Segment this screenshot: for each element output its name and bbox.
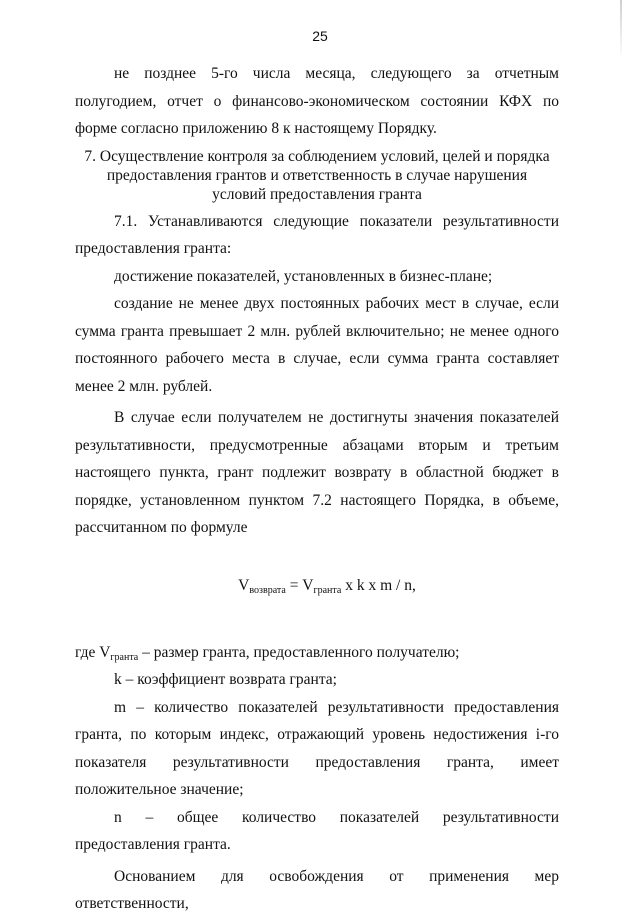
formula-rest: x k x m / n, (341, 576, 416, 594)
definition-v-grant-text: – размер гранта, предоставленного получателю; (138, 643, 460, 661)
definition-v-grant-sub: гранта (110, 651, 139, 663)
paragraph-business-plan: достижение показателей, установленных в бизнес-плане; (114, 267, 493, 285)
paragraph-exemption-grounds: Основанием для освобождения от применения мер ответственности, (75, 867, 559, 912)
paragraph-grant-return: В случае если получателем не достигнуты значения показателей результативности, предусмотренные абзацами вторым и третьим настоящего пункта, грант подлежит возврату в областной бюджет в порядке, установленном пунктом 7.2 настоящего Порядка, в объеме, рассчитанном по формуле (75, 409, 559, 536)
paragraph-jobs-creation: создание не менее двух постоянных рабочих мест в случае, если сумма гранта превышает 2 млн. рублей включительно; не менее одного постоянного рабочего места в случае, если сумма гранта составляет менее 2 млн. рублей. (75, 295, 559, 395)
definition-k: k – коэффициент возврата гранта; (114, 671, 337, 688)
paragraph-report-deadline: не позднее 5-го числа месяца, следующего за отчетным полугодием, отчет о финансово-экономическом состоянии КФХ по форме согласно приложению 8 к настоящему Порядку. (75, 65, 559, 137)
formula-v-return: V (238, 576, 250, 594)
paragraph-indicators-intro: 7.1. Устанавливаются следующие показатели результативности предоставления гранта: (75, 212, 559, 257)
definition-m: m – количество показателей результативности предоставления гранта, по которым индекс, отражающий уровень недостижения i-го показателя результативности предоставления гранта, имеет положительное значение; (75, 698, 559, 798)
definition-v-grant (75, 639, 559, 667)
section-heading: 7. Осуществление контроля за соблюдением условий, целей и порядка предоставления грантов и ответственность в случае нарушения условий предоставления гранта (84, 147, 550, 203)
page-number: 25 (312, 28, 328, 44)
return-formula (75, 572, 559, 599)
document-body (75, 60, 559, 918)
formula-equals-v-grant: = V (285, 576, 314, 594)
definition-v-grant-prefix: где V (75, 643, 111, 661)
definition-n: n – общее количество показателей результативности предоставления гранта. (75, 808, 559, 853)
formula-sub-return: возврата (249, 584, 286, 596)
formula-sub-grant: гранта (313, 584, 342, 596)
